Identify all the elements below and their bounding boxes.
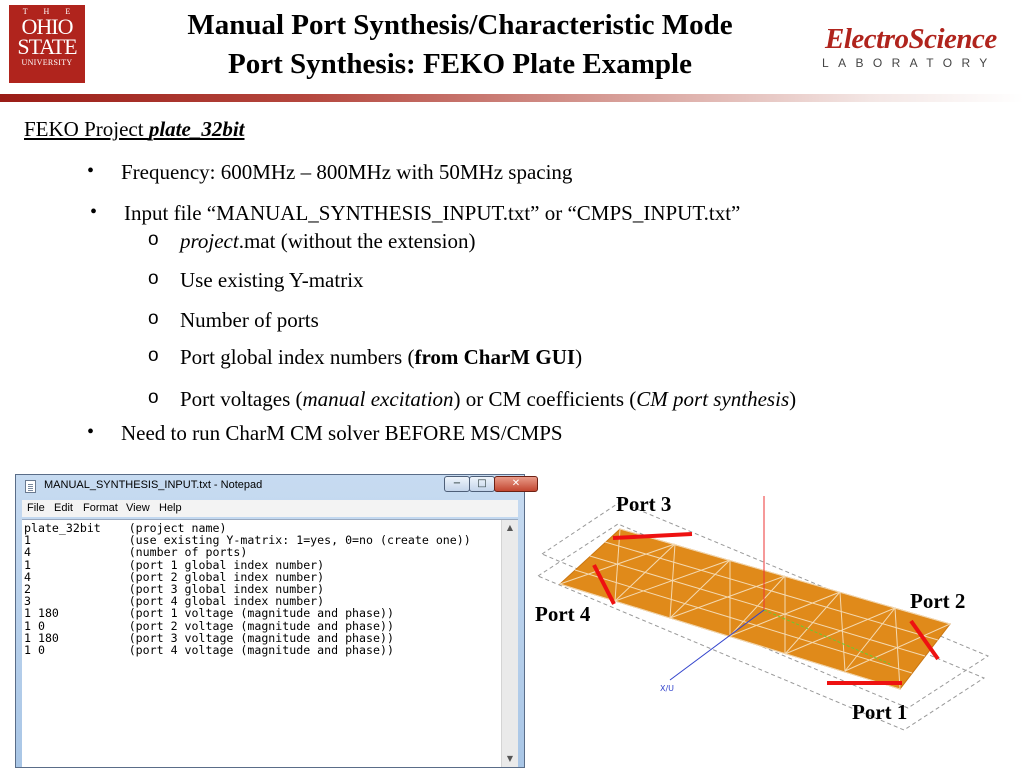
bullet-charm-solver [87, 421, 563, 446]
sub-item-port-index-bold: from CharM GUI [414, 345, 576, 369]
sub-item-number-of-ports [148, 308, 319, 333]
sub-item-y-matrix-text: Use existing Y-matrix [180, 268, 364, 292]
logo-ohio-text: OHIO [21, 14, 73, 39]
minimize-button[interactable]: − [444, 476, 470, 492]
ohio-state-university-logo [9, 5, 85, 83]
sub-item-port-voltages-mid: ) or CM coefficients ( [453, 387, 637, 411]
header-gradient-bar [0, 94, 1024, 102]
menu-edit[interactable]: Edit [54, 502, 73, 514]
notepad-line: 1 (use existing Y-matrix: 1=yes, 0=no (create one)) [24, 533, 471, 548]
logo-university-text: UNIVERSITY [21, 58, 73, 67]
notepad-line: 1 180 (port 1 voltage (magnitude and phase)) [24, 606, 394, 621]
x-axis-label: X/U [660, 684, 675, 693]
sub-item-project-italic: project [180, 229, 239, 253]
bullet-icon: • [87, 160, 95, 182]
notepad-line: 1 0 (port 2 voltage (magnitude and phase)) [24, 618, 394, 633]
slide-title [110, 6, 810, 84]
bullet-charm-solver-text: Need to run CharM CM solver BEFORE MS/CMPS [121, 421, 563, 445]
bullet-input-file [90, 201, 741, 226]
sub-item-y-matrix [148, 268, 364, 293]
notepad-line: 3 (port 4 global index number) [24, 594, 325, 609]
sub-bullet-icon: o [148, 387, 159, 408]
esl-logo-main-text: ElectroScience [825, 23, 997, 55]
notepad-vertical-scrollbar[interactable] [501, 520, 518, 767]
notepad-line: 1 0 (port 4 voltage (magnitude and phase)) [24, 643, 394, 658]
esl-logo-sub-text: LABORATORY [822, 56, 997, 70]
sub-item-port-index-post: ) [575, 345, 583, 369]
sub-bullet-icon: o [148, 345, 159, 366]
close-button[interactable]: ✕ [494, 476, 538, 492]
notepad-line: 1 (port 1 global index number) [24, 557, 325, 572]
notepad-window [15, 474, 525, 768]
sub-item-number-of-ports-text: Number of ports [180, 308, 319, 332]
bullet-frequency [87, 160, 573, 185]
feko-project-name: plate_32bit [148, 117, 245, 141]
notepad-app-icon [25, 480, 36, 493]
sub-item-port-voltages-post: ) [789, 387, 797, 411]
sub-item-project-rest: .mat (without the extension) [238, 229, 476, 253]
notepad-line: 2 (port 3 global index number) [24, 582, 325, 597]
sub-bullet-icon: o [148, 308, 159, 329]
maximize-button[interactable]: □ [469, 476, 495, 492]
logo-the-text: T H E [22, 7, 78, 16]
sub-item-port-voltages-pre: Port voltages ( [180, 387, 303, 411]
notepad-menu-bar [22, 500, 518, 517]
notepad-line: 4 (number of ports) [24, 545, 248, 560]
bullet-input-file-text: Input file “MANUAL_SYNTHESIS_INPUT.txt” or “CMPS_INPUT.txt” [124, 201, 741, 225]
menu-view[interactable]: View [126, 502, 150, 514]
notepad-text-content[interactable] [24, 522, 471, 656]
logo-state-text: STATE [17, 34, 77, 59]
bullet-icon: • [90, 201, 98, 223]
bullet-frequency-text: Frequency: 600MHz – 800MHz with 50MHz spacing [121, 160, 573, 184]
slide-title-line-2: Port Synthesis: FEKO Plate Example [228, 48, 692, 80]
feko-project-heading-prefix: FEKO Project [24, 117, 149, 141]
electroscience-laboratory-logo [822, 22, 1018, 74]
port-3-label: Port 3 [616, 492, 672, 516]
scroll-down-arrow-icon[interactable]: ▼ [506, 754, 514, 763]
notepad-line: plate_32bit (project name) [24, 521, 227, 535]
scroll-up-arrow-icon[interactable]: ▲ [506, 523, 514, 532]
sub-item-port-index-pre: Port global index numbers ( [180, 345, 415, 369]
sub-item-port-voltages-italic-2: CM port synthesis [636, 387, 790, 411]
menu-help[interactable]: Help [159, 502, 182, 514]
notepad-title-bar[interactable] [16, 475, 524, 497]
feko-plate-figure [530, 484, 1024, 768]
sub-item-project-mat [148, 229, 476, 254]
port-4-label: Port 4 [535, 602, 591, 626]
feko-plate-svg [530, 484, 1024, 768]
notepad-line: 4 (port 2 global index number) [24, 569, 325, 584]
notepad-line: 1 180 (port 3 voltage (magnitude and phase)) [24, 630, 394, 645]
menu-format[interactable]: Format [83, 502, 118, 514]
menu-file[interactable]: File [27, 502, 45, 514]
sub-item-port-index [148, 345, 583, 370]
sub-item-port-voltages [148, 387, 797, 412]
port-2-label: Port 2 [910, 589, 966, 613]
port-1-label: Port 1 [852, 700, 908, 724]
feko-project-heading [24, 117, 245, 142]
sub-item-port-voltages-italic-1: manual excitation [302, 387, 454, 411]
notepad-text-area[interactable] [22, 519, 518, 767]
bullet-icon: • [87, 421, 95, 443]
sub-bullet-icon: o [148, 229, 159, 250]
notepad-window-title: MANUAL_SYNTHESIS_INPUT.txt - Notepad [44, 479, 263, 491]
slide-title-line-1: Manual Port Synthesis/Characteristic Mode [187, 9, 733, 41]
sub-bullet-icon: o [148, 268, 159, 289]
